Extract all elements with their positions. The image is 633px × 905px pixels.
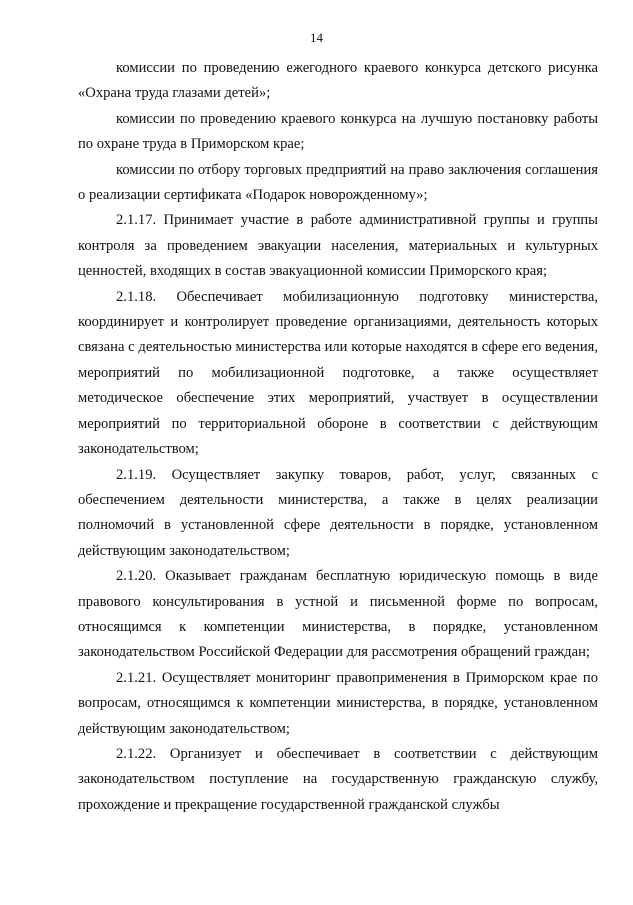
paragraph-2-1-20: 2.1.20. Оказывает гражданам бесплатную юридическую помощь в виде правового консультирования в устной и письменной форме по вопросам, относящимся к компетенции министерства, в порядке, установленном законодательством Российской Федерации для рассмотрения обращений граждан; [78, 568, 598, 661]
paragraph-1: комиссии по проведению ежегодного краевого конкурса детского рисунка «Охрана труда глазами детей»; [78, 60, 598, 102]
page-number: 14 [310, 30, 323, 45]
paragraph-2-1-21: 2.1.21. Осуществляет мониторинг правоприменения в Приморском крае по вопросам, относящимся к компетенции министерства, в порядке, установленном действующим законодательством; [78, 669, 598, 737]
paragraph-3: комиссии по отбору торговых предприятий на право заключения соглашения о реализации сертификата «Подарок новорожденному»; [78, 161, 598, 204]
paragraph-2-1-22: 2.1.22. Организует и обеспечивает в соответствии с действующим законодательством поступление на государственную гражданскую службу, прохождение и прекращение государственной гражданской службы [78, 745, 598, 813]
document-body [78, 56, 598, 818]
paragraph-2-1-17: 2.1.17. Принимает участие в работе административной группы и группы контроля за проведением эвакуации населения, материальных и культурных ценностей, входящих в состав эвакуационной комиссии Приморского края; [78, 212, 598, 280]
paragraph-2-1-18: 2.1.18. Обеспечивает мобилизационную подготовку министерства, координирует и контролирует проведение организациями, деятельность которых связана с деятельностью министерства или которые находятся в сфере его ведения, мероприятий по мобилизационной подготовке, а также осуществляет методическое обеспечение этих мероприятий, участвует в осуществлении мероприятий по территориальной обороне в соответствии с действующим законодательством; [78, 288, 598, 458]
paragraph-2: комиссии по проведению краевого конкурса на лучшую постановку работы по охране труда в Приморском крае; [78, 110, 598, 153]
paragraph-2-1-19: 2.1.19. Осуществляет закупку товаров, работ, услуг, связанных с обеспечением деятельности министерства, а также в целях реализации полномочий в установленной сфере деятельности в порядке, установленном действующим законодательством; [78, 466, 598, 559]
